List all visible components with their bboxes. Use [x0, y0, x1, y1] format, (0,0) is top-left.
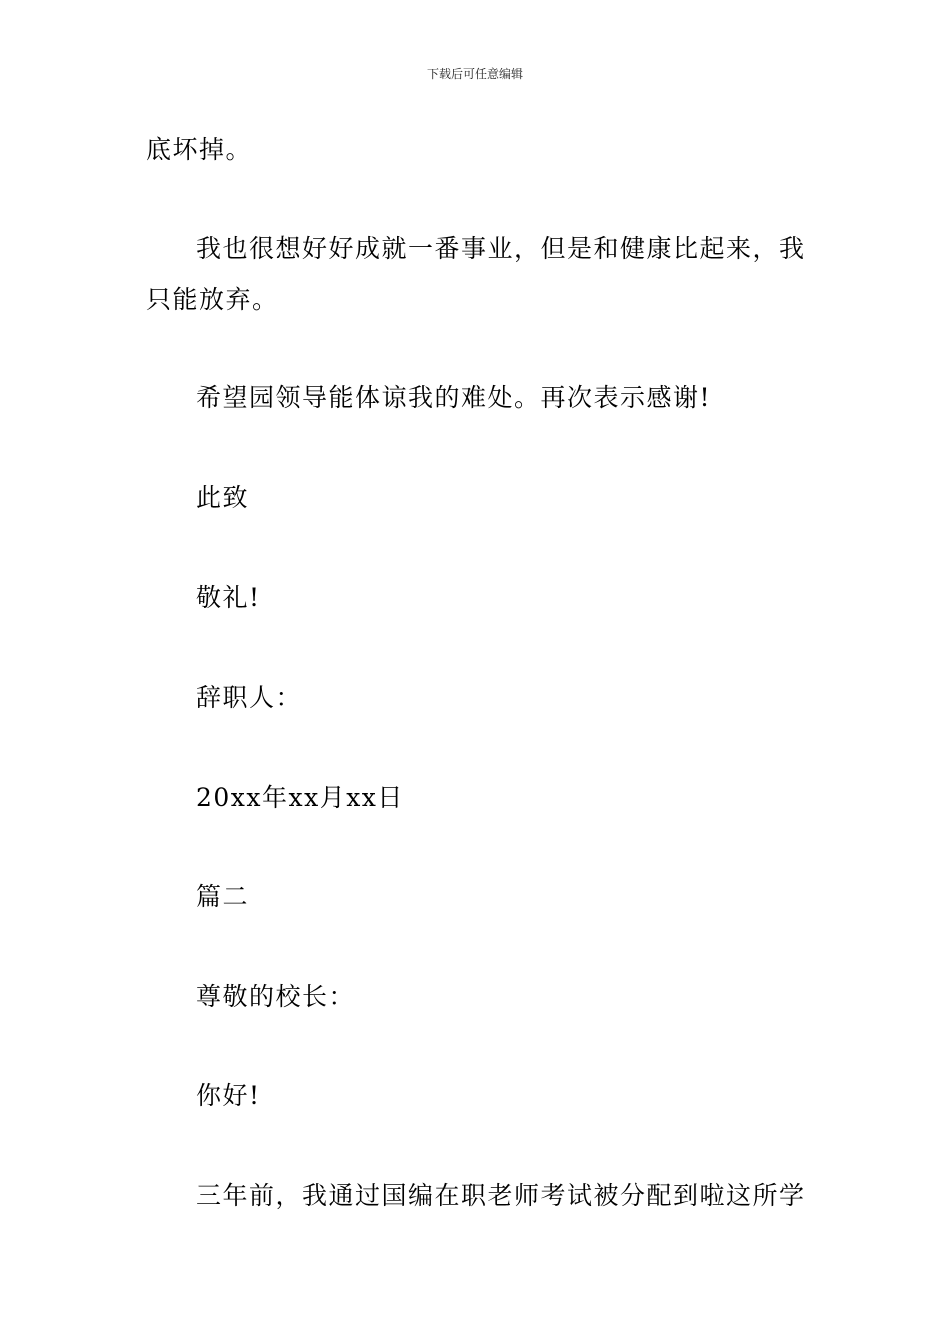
greeting-line: 尊敬的校长： [196, 982, 356, 1011]
page-header-note: 下载后可任意编辑 [426, 67, 523, 81]
closing-regards: 敬礼! [196, 583, 261, 612]
paragraph-line: 底坏掉。 [146, 135, 253, 164]
greeting-line: 你好! [196, 1081, 261, 1110]
paragraph-line: 只能放弃。 [146, 285, 279, 314]
paragraph-line: 三年前，我通过国编在职老师考试被分配到啦这所学 [196, 1181, 806, 1210]
paragraph-line: 希望园领导能体谅我的难处。再次表示感谢! [196, 383, 712, 412]
signature-label: 辞职人： [196, 683, 303, 712]
paragraph-line: 我也很想好好成就一番事业，但是和健康比起来，我 [196, 234, 806, 263]
closing-salutation: 此致 [196, 483, 250, 512]
section-heading: 篇二 [196, 882, 250, 911]
date-line: 20xx年xx月xx日 [196, 783, 404, 812]
